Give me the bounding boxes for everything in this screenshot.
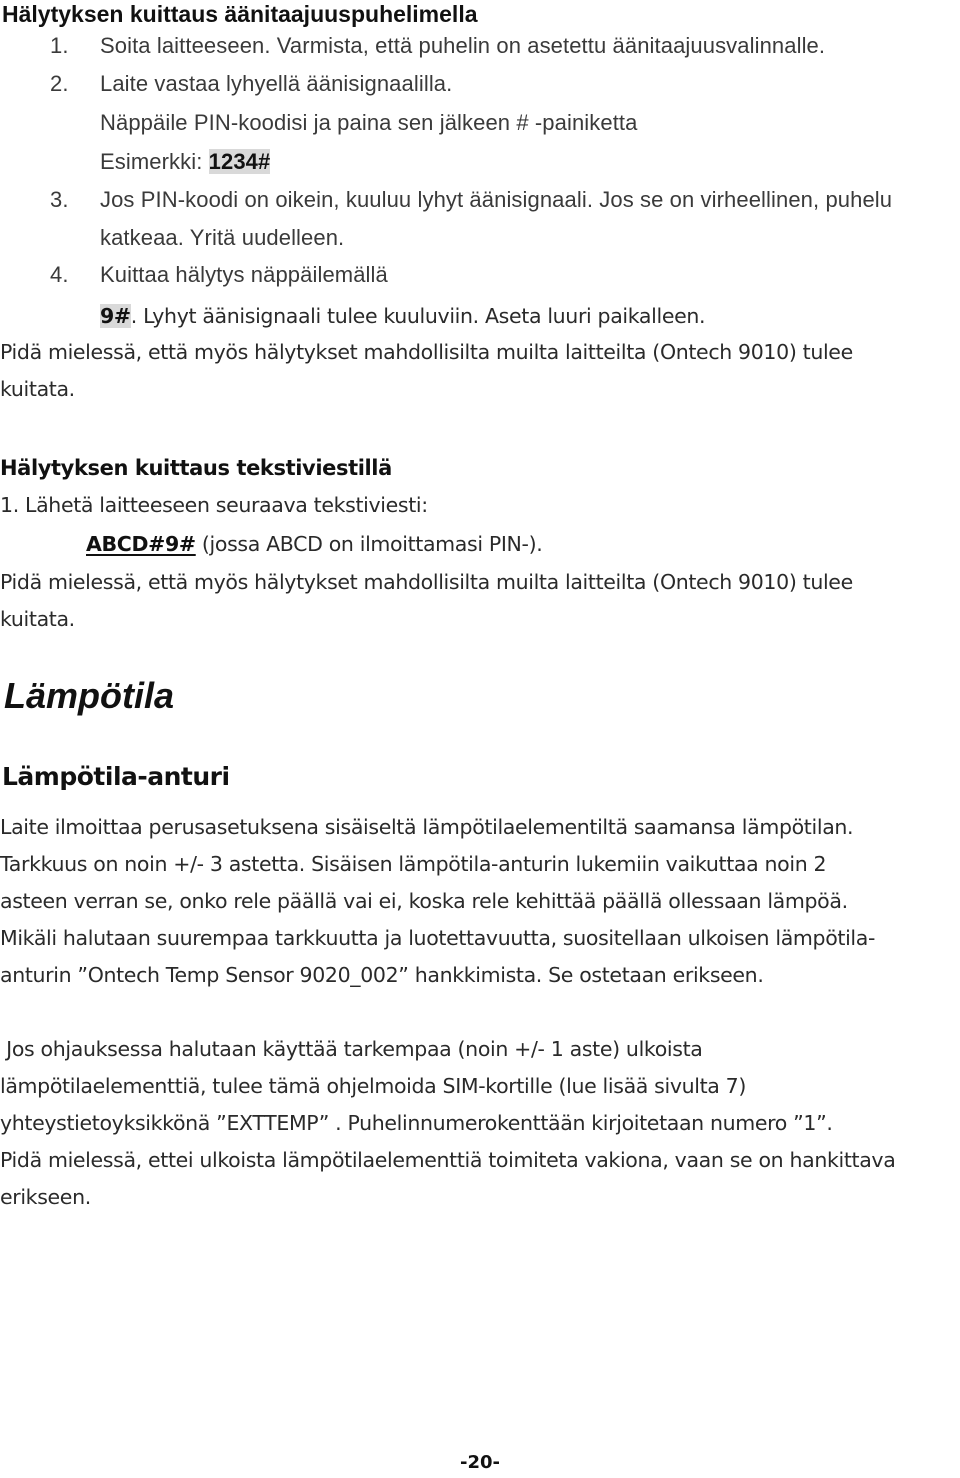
list-text: Kuittaa hälytys näppäilemällä (100, 262, 388, 287)
example-code: 1234# (208, 149, 271, 174)
list-item: 1. Lähetä laitteeseen seuraava tekstiviesti: (0, 493, 428, 517)
list-text: Soita laitteeseen. Varmista, että puhelin on asetettu äänitaajuusvalinnalle. (100, 33, 826, 58)
paragraph-line: Pidä mielessä, ettei ulkoista lämpötilaelementtiä toimiteta vakiona, vaan se on hankittava (0, 1148, 896, 1172)
note-line: Pidä mielessä, että myös hälytykset mahdollisilta muilta laitteilta (Ontech 9010) tulee (0, 570, 853, 594)
paragraph-line: Mikäli halutaan suurempaa tarkkuutta ja luotettavuutta, suositellaan ulkoisen lämpötila- (0, 926, 876, 950)
paragraph-line: anturin ”Ontech Temp Sensor 9020_002” hankkimista. Se ostetaan erikseen. (0, 963, 764, 987)
section-title-dtmf-ack: Hälytyksen kuittaus äänitaajuuspuhelimella (2, 1, 478, 27)
page-number: -20- (460, 1452, 500, 1473)
sms-code-suffix: (jossa ABCD on ilmoittamasi PIN-). (195, 532, 543, 556)
example-label: Esimerkki: (100, 149, 209, 174)
note-line: Pidä mielessä, että myös hälytykset mahdollisilta muilta laitteilta (Ontech 9010) tulee (0, 340, 853, 364)
note-line: kuitata. (0, 377, 75, 401)
list-item (0, 181, 960, 219)
note-line: kuitata. (0, 607, 75, 631)
chapter-title: Lämpötila (4, 675, 175, 716)
list-number: 3. (50, 187, 69, 212)
list-text: . Lyhyt äänisignaali tulee kuuluviin. Aseta luuri paikalleen. (130, 304, 706, 328)
paragraph-line: asteen verran se, onko rele päällä vai ei, koska rele kehittää päällä ollessaan lämpöä. (0, 889, 848, 913)
list-item (0, 65, 960, 103)
paragraph-line: lämpötilaelementtiä, tulee tämä ohjelmoida SIM-kortille (lue lisää sivulta 7) (0, 1074, 747, 1098)
paragraph-line: yhteystietoyksikkönä ”EXTTEMP” . Puhelinnumerokenttään kirjoitetaan numero ”1”. (0, 1111, 833, 1135)
example-line (100, 143, 270, 181)
paragraph-line: Tarkkuus on noin +/- 3 astetta. Sisäisen lämpötila-anturin lukemiin vaikuttaa noin 2 (0, 852, 827, 876)
list-number: 2. (50, 71, 69, 96)
list-text: Laite vastaa lyhyellä äänisignaalilla. (100, 71, 453, 96)
subsection-title: Lämpötila-anturi (2, 762, 230, 791)
list-item (0, 256, 960, 294)
paragraph-line: erikseen. (0, 1185, 91, 1209)
list-continuation (100, 298, 705, 335)
ack-code: 9# (100, 304, 131, 328)
sms-code: ABCD#9# (86, 532, 196, 556)
list-item (0, 27, 960, 65)
list-continuation: Näppäile PIN-koodisi ja paina sen jälkeen # -painiketta (100, 110, 638, 135)
paragraph-line: Laite ilmoittaa perusasetuksena sisäiseltä lämpötilaelementiltä saamansa lämpötilan. (0, 815, 854, 839)
list-continuation: katkeaa. Yritä uudelleen. (100, 225, 345, 250)
list-text: Jos PIN-koodi on oikein, kuuluu lyhyt äänisignaali. Jos se on virheellinen, puhelu (100, 187, 893, 212)
sms-code-line (86, 526, 542, 563)
paragraph-line: Jos ohjauksessa halutaan käyttää tarkempaa (noin +/- 1 aste) ulkoista (0, 1037, 703, 1061)
list-number: 1. (50, 33, 69, 58)
section-title-sms-ack: Hälytyksen kuittaus tekstiviestillä (0, 456, 392, 480)
list-number: 4. (50, 262, 69, 287)
